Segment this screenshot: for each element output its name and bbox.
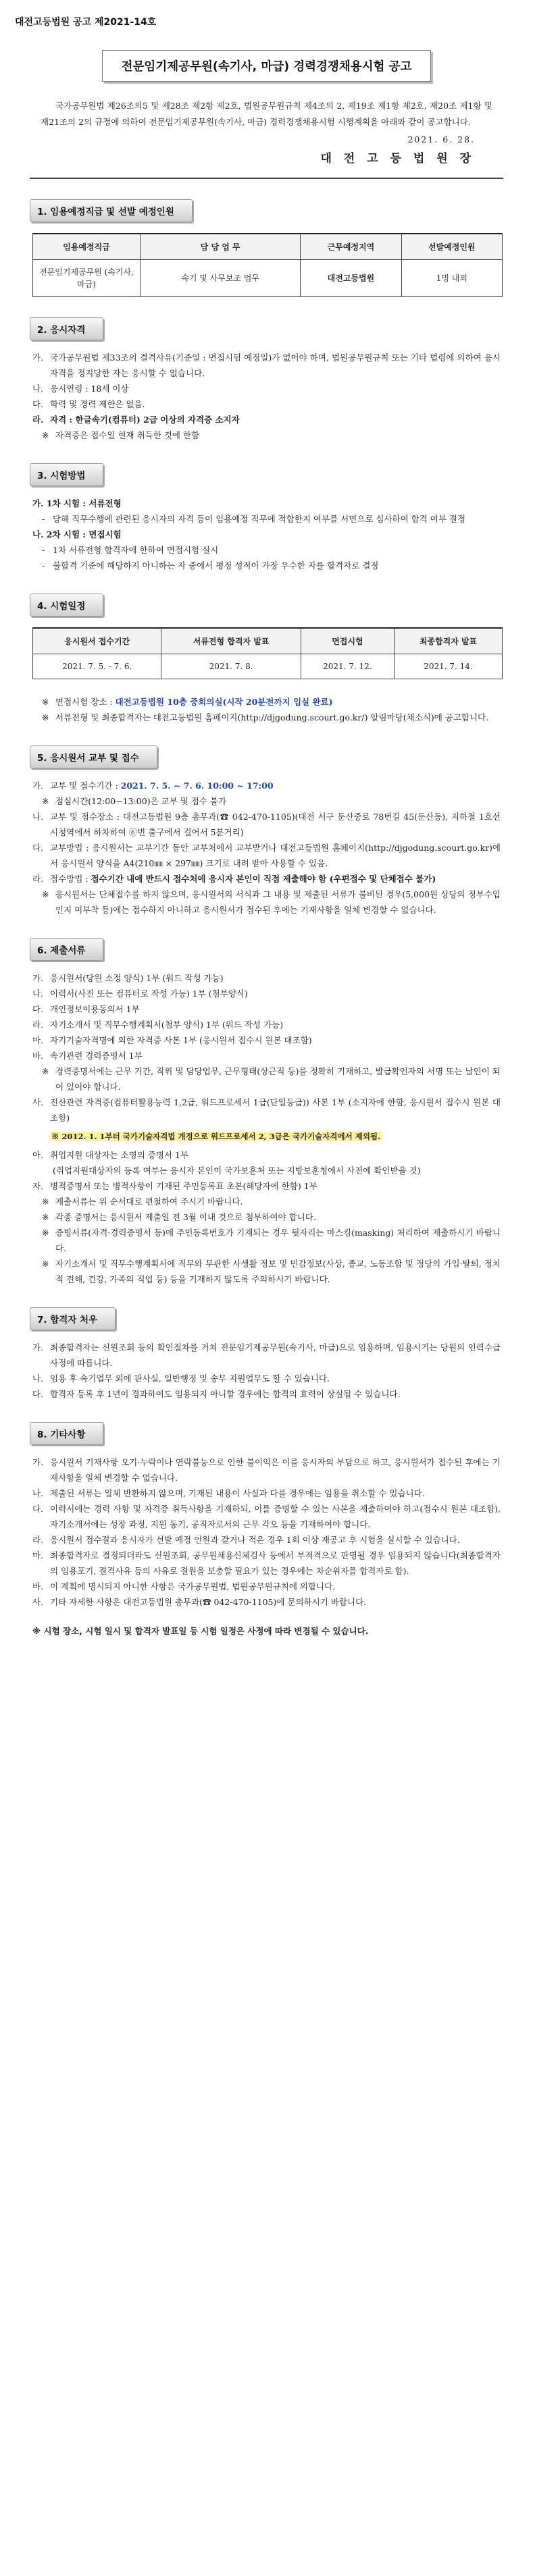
list-item: 바. 속기관련 경력증명서 1부 [32, 1051, 143, 1061]
documents-list [32, 970, 501, 1287]
divider [30, 178, 503, 179]
list-item: 나. 응시연령 : 18세 이상 [32, 384, 129, 394]
list-item: 가. 교부 및 접수기간 : 2021. 7. 5. ~ 7. 6. 10:00 ~ 17:00 [32, 781, 274, 791]
list-item: 가. 1차 시험 : 서류전형 [32, 498, 122, 508]
list-item: 다. 이력서에는 경력 사항 및 자격증 취득사항을 기재하되, 이를 증명할 수 있는 사본을 제출하여야 하고(접수시 원본 대조함), 자기소개서에는 성장 과정, 지원 동기, 공직자로서의 근무 각오 등을 기재하여야 합니다. [32, 1504, 501, 1529]
announcement-date: 2021. 6. 28. [407, 134, 475, 144]
note-item: ※ 응시원서는 단체접수를 하지 않으며, 응시원서의 서식과 그 내용 및 제출된 서류가 불비된 경우(5,000원 상당의 정부수입인지 미부착 등)에는 접수하지 아니하고 응시원서가 접수된 후에는 기재사항을 일체 변경할 수 없습니다. [42, 889, 501, 915]
issuer-name: 대 전 고 등 법 원 장 [320, 152, 475, 165]
note-item: ※ 증빙서류(자격·경력증명서 등)에 주민등록번호가 기재되는 경우 뒷자리는 마스킹(masking) 처리하여 제출하시기 바랍니다. [42, 1228, 501, 1253]
table-cell: 1명 내외 [401, 260, 502, 297]
list-item: 가. 최종합격자는 신원조회 등의 확인절차를 거쳐 전문임기제공무원(속기사, 마급)으로 임용하며, 임용시기는 당원의 인력수급사정에 따릅니다. [32, 1342, 501, 1368]
sub-item: (취업지원대상자의 등록 여부는 응시자 본인이 국가보훈처 또는 지방보훈청에서 사전에 확인받을 것) [53, 1165, 421, 1176]
table-cell: 대전고등법원 [301, 260, 401, 297]
table-cell: 2021. 7. 5. - 7. 6. [33, 654, 161, 679]
list-item: 나. 교부 및 접수장소 : 대전고등법원 9층 총무과(☎ 042-470-1105)(대전 서구 둔산중로 78번길 45(둔산동), 지하철 1호선 시청역에서 하차하여 ⑥번 출구에서 걸어서 5분거리) [32, 812, 501, 837]
note-item: ※ 면접시험 장소 : 대전고등법원 10층 중회의실(시작 20분전까지 입실 완료) [42, 697, 333, 707]
other-list [32, 1454, 501, 1610]
table-row [33, 654, 503, 679]
table-row [33, 260, 503, 297]
table-cell: 2021. 7. 14. [395, 654, 503, 679]
footer-notice: ※ 시험 장소, 시험 일시 및 합격자 발표일 등 시험 일정은 사정에 따라 변경될 수 있습니다. [32, 1626, 369, 1636]
list-item: 마. 자기기술자격명에 의한 자격증 사본 1부 (응시원서 접수시 원본 대조함) [32, 1035, 312, 1045]
sub-item: - 1차 서류전형 합격자에 한하여 면접시험 실시 [42, 545, 219, 555]
table-header-row [33, 628, 503, 654]
list-item: 다. 교부방법 : 응시원서는 교부기간 동안 교부처에서 교부받거나 대전고등법원 홈페이지(http://djgodung.scourt.go.kr)에서 응시원서 양식을 A4(210㎜ × 297㎜) 크기로 내려 받아 사용할 수 있음. [32, 843, 501, 868]
section-heading: 8. 기타사항 [30, 1422, 103, 1445]
table-cell: 2021. 7. 12. [301, 654, 394, 679]
announcement-number: 대전고등법원 공고 제2021-14호 [15, 17, 157, 28]
list-item: 아. 취업지원 대상자는 소명의 증명서 1부 [32, 1150, 188, 1160]
list-item: 사. 기타 자세한 사항은 대전고등법원 총무과(☎ 042-470-1105)에 문의하시기 바랍니다. [32, 1597, 367, 1607]
section-exam-method [0, 463, 533, 573]
section-heading: 3. 시험방법 [30, 463, 103, 486]
list-item: 가. 응시원서(당원 소정 양식) 1부 (워드 작성 가능) [32, 973, 224, 983]
table-header: 담 당 업 무 [141, 234, 301, 260]
list-item: 나. 2차 시험 : 면접시험 [32, 529, 122, 540]
list-item: 가. 국가공무원법 제33조의 결격사유(기준일 : 면접시험 예정일)가 없어야 하며, 법원공무원규칙 또는 기타 법령에 의하여 응시자격을 정지당한 자는 응시할 수 없습니다. [32, 352, 501, 378]
exam-method-list [32, 496, 501, 573]
note-item: ※ 경력증명서에는 근무 기간, 직위 및 담당업무, 근무형태(상근직 등)를 정확히 기재하고, 발급확인자의 서명 또는 날인이 되어 있어야 합니다. [42, 1066, 501, 1092]
list-item: 사. 전산관련 자격증(컴퓨터활용능력 1,2급, 워드프로세서 1급(단일등급)) 사본 1부 (소지자에 한함, 응시원서 접수시 원본 대조함) [32, 1097, 501, 1123]
note-item: ※ 서류전형 및 최종합격자는 대전고등법원 홈페이지(http://djgodung.scourt.go.kr/) 알림마당(채소식)에 공고합니다. [42, 712, 489, 722]
intro-paragraph: 국가공무원법 제26조의5 및 제28조 제2항 제2호, 법원공무원규칙 제4조의 2, 제19조 제1항 제2호, 제20조 제1항 및 제21조의 2의 규정에 의하여 전문임기제공무원(속기사, 마급) 경력경쟁채용시험 시행계획을 아래와 같이 공고합니다. [41, 101, 492, 127]
note-item: ※ 자기소개서 및 직무수행계획서에 직무와 무관한 사생활 정보 및 민감정보(사상, 종교, 노동조합 및 정당의 가입·탈퇴, 정치적 견해, 건강, 가족의 직업 등) 등을 기재하지 않도록 주의하시기 바랍니다. [42, 1259, 501, 1284]
section-schedule [0, 594, 533, 725]
note-item: ※ 점심시간(12:00~13:00)은 교부 및 접수 불가 [42, 796, 227, 806]
schedule-notes [32, 694, 501, 725]
section-heading: 4. 시험일정 [30, 594, 103, 616]
list-item: 다. 합격자 등록 후 1년이 경과하여도 임용되지 아니할 경우에는 합격의 효력이 상실될 수 있습니다. [32, 1389, 401, 1399]
list-item: 라. 자기소개서 및 직무수행계획서(첨부 양식) 1부 (워드 작성 가능) [32, 1020, 284, 1030]
section-positions [0, 199, 533, 297]
list-item: 나. 제출된 서류는 일체 반환하지 않으며, 기재된 내용이 사실과 다를 경우에는 임용을 취소할 수 있습니다. [32, 1488, 425, 1498]
section-heading: 6. 제출서류 [30, 938, 103, 961]
list-item: 마. 최종합격자로 결정되더라도 신원조회, 공무원채용신체검사 등에서 부적격으로 판명될 경우 임용되지 않습니다(최종합격자의 임용포기, 결격사유 등의 사유로 결원을 보충할 필요가 있는 경우에는 차순위자를 합격자로 함). [32, 1550, 501, 1576]
section-documents [0, 938, 533, 1287]
sub-item: - 당해 직무수행에 관련된 응시자의 자격 등이 임용예정 직무에 적합한지 여부를 서면으로 심사하여 합격 여부 결정 [42, 514, 466, 524]
table-header: 서류전형 합격자 발표 [161, 628, 301, 654]
highlight-notice: ※ 2012. 1. 1부터 국가기술자격법 개정으로 워드프로세서 2, 3급은 국가기술자격에서 제외됨. [51, 1132, 381, 1141]
section-heading: 7. 합격자 처우 [30, 1307, 116, 1330]
eligibility-list [32, 350, 501, 443]
table-header: 근무예정지역 [301, 234, 401, 260]
note-item: ※ 자격증은 접수일 현재 취득한 것에 한함 [42, 430, 200, 440]
section-heading: 1. 임용예정직급 및 선발 예정인원 [30, 199, 193, 222]
section-treatment [0, 1307, 533, 1402]
sub-item: - 불합격 기준에 해당하지 아니하는 자 중에서 평정 성적이 가장 우수한 자를 합격자로 결정 [42, 560, 379, 571]
schedule-table [32, 627, 503, 679]
application-list [32, 778, 501, 918]
section-heading: 2. 응시자격 [30, 317, 103, 340]
interview-location: 대전고등법원 10층 중회의실(시작 20분전까지 입실 완료) [115, 697, 333, 707]
table-cell: 전문임기제공무원 (속기사, 마급) [33, 260, 141, 297]
page-title: 전문임기제공무원(속기사, 마급) 경력경쟁채용시험 공고 [102, 50, 432, 82]
submission-method: 접수기간 내에 반드시 접수처에 응시자 본인이 직접 제출해야 함 (우편접수 및 단체접수 불가) [91, 874, 436, 884]
note-item: ※ 제출서류는 위 순서대로 편철하여 주시기 바랍니다. [42, 1197, 243, 1207]
title-area [30, 50, 503, 82]
section-heading: 5. 응시원서 교부 및 접수 [30, 745, 157, 768]
note-item: ※ 각종 증명서는 응시원서 제출일 전 3월 이내 것으로 첨부하여야 합니다. [42, 1212, 316, 1222]
list-item: 라. 응시원서 접수결과 응시자가 선발 예정 인원과 같거나 적은 경우 1회 이상 재공고 후 시험을 실시할 수 있습니다. [32, 1535, 460, 1545]
list-item: 라. 자격 : 한글속기(컴퓨터) 2급 이상의 자격증 소지자 [32, 415, 240, 425]
table-header: 면접시험 [301, 628, 394, 654]
section-other [0, 1422, 533, 1637]
table-header-row [33, 234, 503, 260]
table-header: 응시원서 접수기간 [33, 628, 161, 654]
positions-table [32, 233, 503, 297]
table-cell: 속기 및 사무보조 업무 [141, 260, 301, 297]
list-item: 자. 병적증명서 또는 병적사항이 기재된 주민등록표 초본(해당자에 한함) 1부 [32, 1181, 318, 1191]
list-item: 나. 임용 후 속기업무 외에 판사실, 일반행정 및 송무 지원업무도 할 수 있습니다. [32, 1373, 330, 1384]
list-item: 가. 응시원서 기재사항 오기·누락이나 연락불능으로 인한 불이익은 이를 응시자의 부담으로 하고, 응시원서가 접수된 후에는 기재사항을 일체 변경할 수 없습니다. [32, 1457, 501, 1483]
list-item: 라. 접수방법 : 접수기간 내에 반드시 접수처에 응시자 본인이 직접 제출해야 함 (우편접수 및 단체접수 불가) [32, 874, 436, 884]
list-item: 나. 이력서(사진 또는 컴퓨터로 작성 가능) 1부 (첨부양식) [32, 989, 248, 999]
list-item: 바. 이 계획에 명시되지 아니한 사항은 국가공무원법, 법원공무원규칙에 의합니다. [32, 1581, 336, 1592]
table-header: 선발예정인원 [401, 234, 502, 260]
section-application [0, 745, 533, 918]
list-item: 다. 개인정보이용동의서 1부 [32, 1004, 140, 1014]
application-period: 2021. 7. 5. ~ 7. 6. 10:00 ~ 17:00 [120, 781, 274, 791]
table-header: 최종합격자 발표 [395, 628, 503, 654]
treatment-list [32, 1340, 501, 1402]
table-header: 임용예정직급 [33, 234, 141, 260]
list-item: 다. 학력 및 경력 제한은 없음. [32, 399, 145, 409]
section-eligibility [0, 317, 533, 443]
table-cell: 2021. 7. 8. [161, 654, 301, 679]
